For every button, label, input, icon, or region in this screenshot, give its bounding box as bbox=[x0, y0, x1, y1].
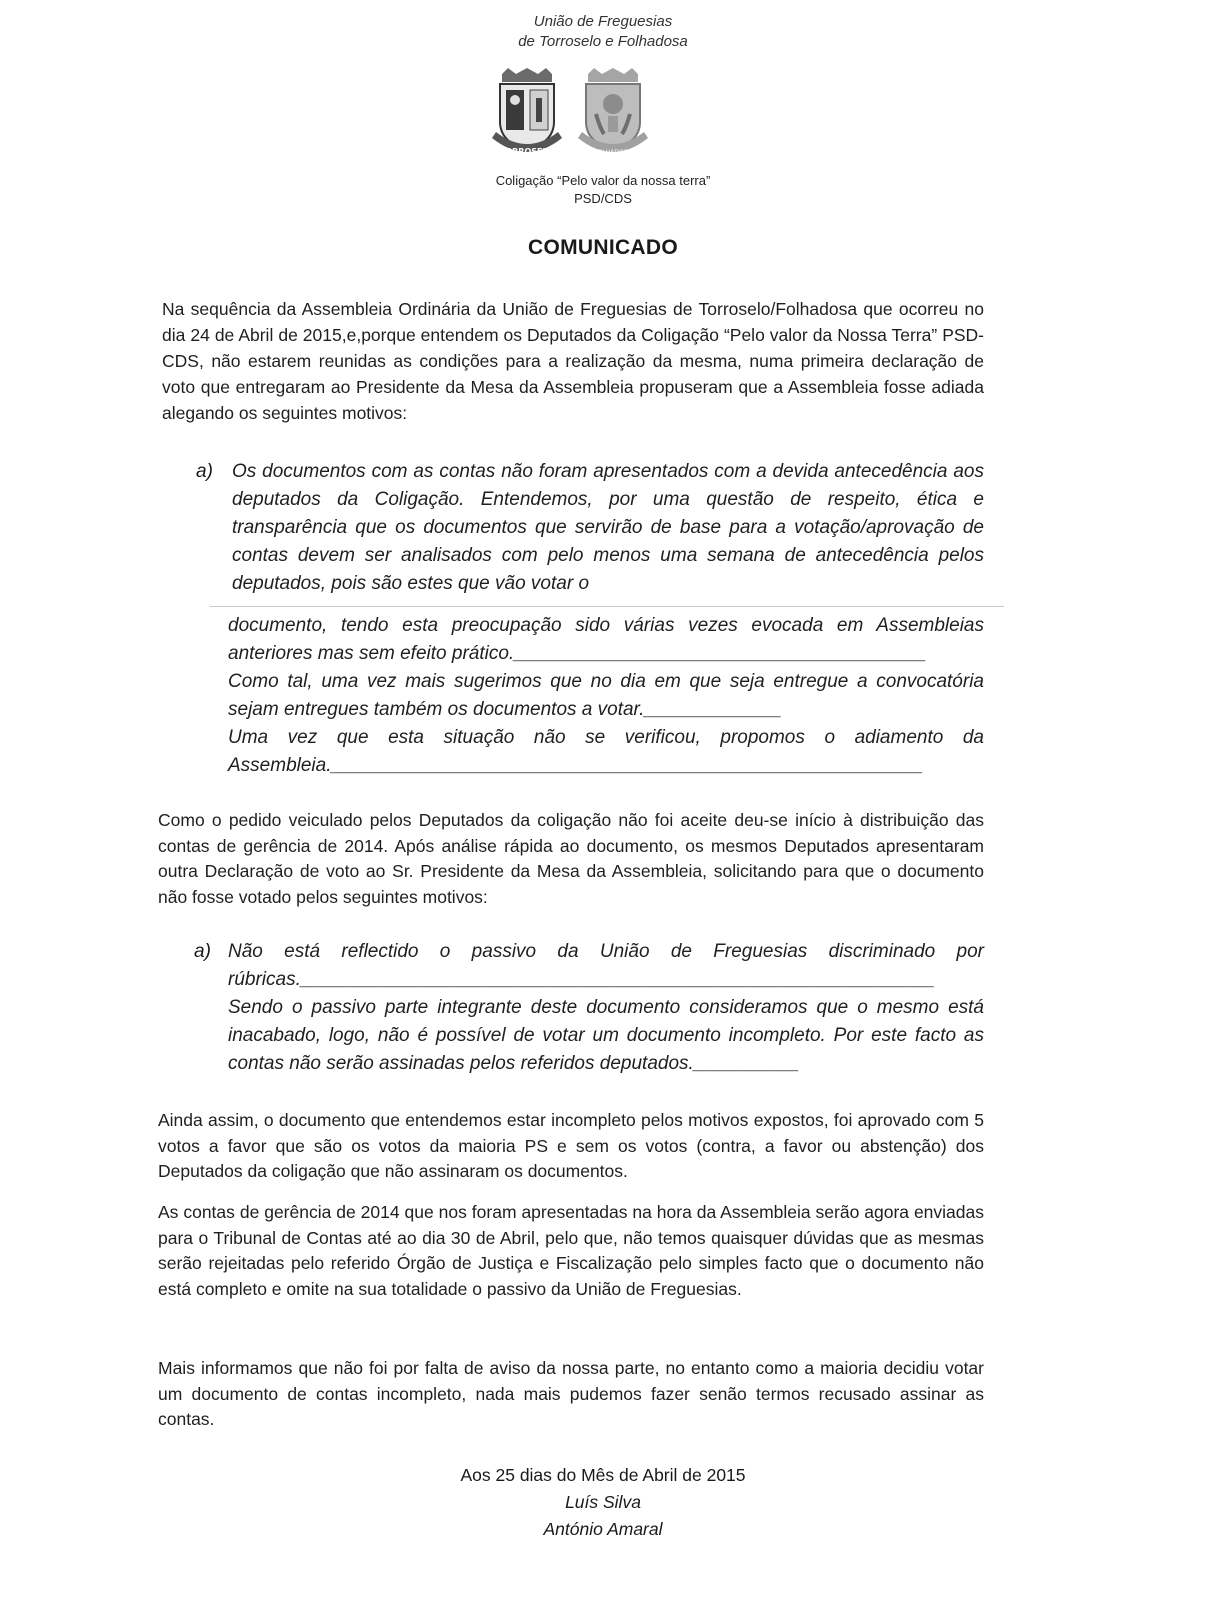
intro-paragraph: Na sequência da Assembleia Ordinária da União de Freguesias de Torroselo/Folhadosa que ocorreu no dia 24 de Abril de 2015,e,porque entendem os Deputados da Coligação “Pelo valor da Nossa Terra” PSD-CDS, não estarem reunidas as condições para a realização da mesma, numa primeira declaração de voto que entregaram ao Presidente da Mesa da Assembleia propuseram que a Assembleia fosse adiada alegando os seguintes motivos: bbox=[162, 299, 984, 423]
paragraph-3: Ainda assim, o documento que entendemos estar incompleto pelos motivos expostos, foi aprovado com 5 votos a favor que são os votos da maioria PS e sem os votos (contra, a favor ou abstenção) dos Deputados da coligação que não assinaram os documentos. bbox=[158, 1110, 984, 1181]
crest-left-label: TORROSELO bbox=[499, 147, 555, 156]
org-name-line1: União de Freguesias bbox=[533, 13, 673, 30]
signatory-1: Luís Silva bbox=[565, 1492, 641, 1512]
org-name-line2: de Torroselo e Folhadosa bbox=[518, 33, 688, 50]
page-break-line bbox=[210, 606, 1004, 607]
paragraph-2: Como o pedido veiculado pelos Deputados da coligação não foi aceite deu-se início à distribuição das contas de gerência de 2014. Após análise rápida ao documento, os mesmos Deputados apresentaram outra Declaração de voto ao Sr. Presidente da Mesa da Assembleia, solicitando para que o documento não fosse votado pelos seguintes motivos: bbox=[158, 810, 984, 907]
document-title: COMUNICADO bbox=[528, 236, 678, 259]
folhadosa-crest-icon bbox=[574, 68, 652, 164]
second-list-marker: a) bbox=[194, 941, 211, 962]
second-list-text-2: Sendo o passivo parte integrante deste documento consideramos que o mesmo está inacabado, logo, não é possível de votar um documento incompleto. Por este facto as contas não serão assinadas pelos referidos deputados.__________ bbox=[228, 997, 984, 1074]
coalition-line2: PSD/CDS bbox=[574, 191, 632, 206]
signatory-2: António Amaral bbox=[543, 1519, 663, 1539]
coalition-header bbox=[0, 172, 1206, 208]
first-list-text-bottom-3: Uma vez que esta situação não se verificou, propomos o adiamento da Assembleia.________________________________________________________ bbox=[228, 727, 984, 776]
crests bbox=[488, 68, 658, 166]
first-list-text-bottom-1: documento, tendo esta preocupação sido várias vezes evocada em Assembleias anteriores mas sem efeito prático._______________________________________ bbox=[228, 615, 984, 664]
paragraph-5: Mais informamos que não foi por falta de aviso da nossa parte, no entanto como a maioria decidiu votar um documento de contas incompleto, nada mais pudemos fazer senão termos recusado assinar as contas. bbox=[158, 1358, 984, 1429]
org-header bbox=[0, 12, 1206, 52]
second-list-text-1: Não está reflectido o passivo da União de Freguesias discriminado por rúbricas.____________________________________________________________ bbox=[228, 941, 984, 990]
first-list-marker: a) bbox=[196, 461, 213, 482]
crest-right-label: FOLHADOSA bbox=[594, 149, 632, 156]
paragraph-4: As contas de gerência de 2014 que nos foram apresentadas na hora da Assembleia serão agora enviadas para o Tribunal de Contas até ao dia 30 de Abril, pelo que, não temos quaisquer dúvidas que as mesmas serão rejeitadas pelo referido Órgão de Justiça e Fiscalização pelo simples facto que o documento não está completo e omite na sua totalidade o passivo da União de Freguesias. bbox=[158, 1202, 984, 1299]
signature-date: Aos 25 dias do Mês de Abril de 2015 bbox=[460, 1465, 746, 1485]
signature-block bbox=[0, 1462, 1206, 1543]
first-list-text-bottom-2: Como tal, uma vez mais sugerimos que no dia em que seja entregue a convocatória sejam entregues também os documentos a votar._____________ bbox=[228, 671, 984, 720]
coalition-line1: Coligação “Pelo valor da nossa terra” bbox=[495, 173, 711, 188]
first-list-text-top: Os documentos com as contas não foram apresentados com a devida antecedência aos deputados da Coligação. Entendemos, por uma questão de respeito, ética e transparência que os documentos que servirão de base para a votação/aprovação de contas devem ser analisados com pelo menos uma semana de antecedência pelos deputados, pois são estes que vão votar o bbox=[232, 461, 984, 594]
torroselo-crest-icon bbox=[488, 68, 566, 164]
